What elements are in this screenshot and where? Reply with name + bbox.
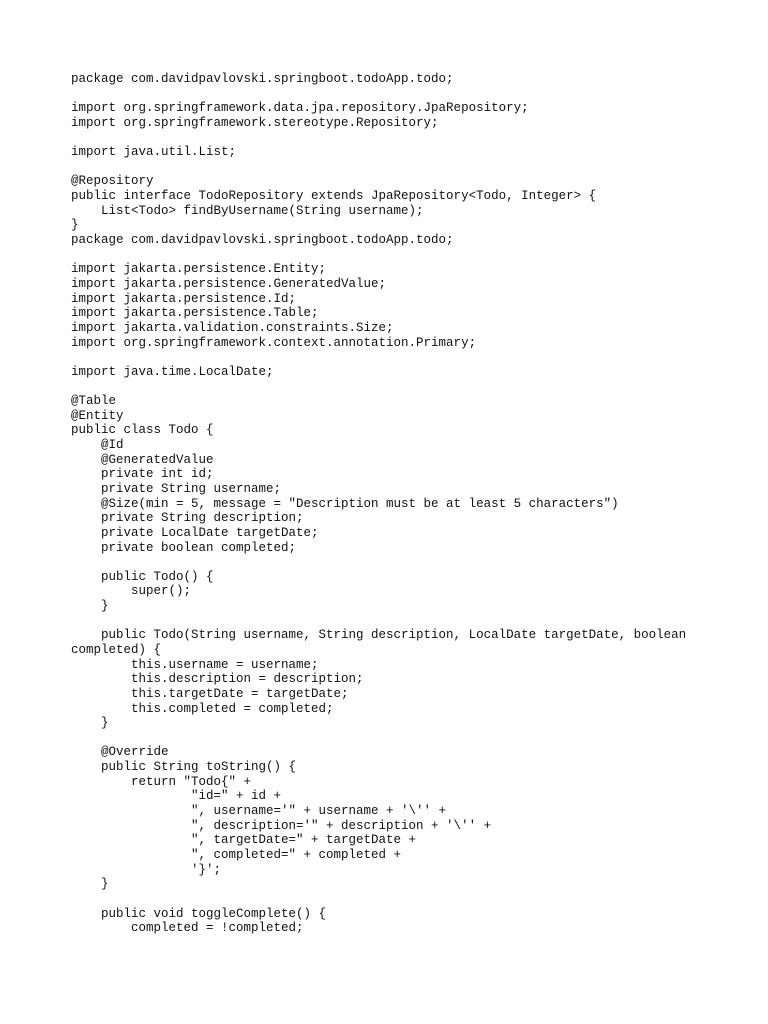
code-line: public String toString() { (71, 760, 297, 775)
code-block (71, 72, 686, 936)
code-line: private LocalDate targetDate; (71, 525, 319, 540)
code-line: List<Todo> findByUsername(String username); (71, 203, 424, 218)
code-line: this.targetDate = targetDate; (71, 686, 349, 701)
code-line (71, 555, 686, 570)
code-line: private int id; (71, 467, 214, 482)
code-line: super(); (71, 584, 192, 599)
code-line: import jakarta.persistence.Entity; (71, 262, 327, 277)
code-line: import org.springframework.data.jpa.repository.JpaRepository; (71, 101, 529, 116)
code-line: } (71, 599, 109, 614)
code-line: import java.util.List; (71, 145, 237, 160)
code-line: this.description = description; (71, 672, 364, 687)
code-line: "id=" + id + (71, 789, 282, 804)
code-line: private boolean completed; (71, 540, 297, 555)
code-line: completed) { (71, 642, 162, 657)
code-line: public void toggleComplete() { (71, 906, 327, 921)
code-line (71, 87, 686, 102)
code-line: import jakarta.validation.constraints.Size; (71, 320, 394, 335)
code-line: import jakarta.persistence.Id; (71, 291, 297, 306)
code-line: import org.springframework.context.annotation.Primary; (71, 335, 477, 350)
code-line: @GeneratedValue (71, 452, 214, 467)
code-line: package com.davidpavlovski.springboot.todoApp.todo; (71, 233, 454, 248)
code-line: @Entity (71, 408, 124, 423)
code-line: ", targetDate=" + targetDate + (71, 833, 417, 848)
code-line: ", username='" + username + '\'' + (71, 804, 447, 819)
code-line (71, 892, 686, 907)
code-line: package com.davidpavlovski.springboot.todoApp.todo; (71, 72, 454, 86)
code-line: public Todo() { (71, 569, 214, 584)
code-line: ", completed=" + completed + (71, 847, 402, 862)
code-line: ", description='" + description + '\'' + (71, 818, 492, 833)
code-line (71, 379, 686, 394)
code-line (71, 248, 686, 263)
code-line: @Override (71, 745, 169, 760)
code-line (71, 160, 686, 175)
code-line: '}'; (71, 862, 222, 877)
code-line: this.completed = completed; (71, 701, 334, 716)
code-line: completed = !completed; (71, 921, 304, 936)
code-line: } (71, 716, 109, 731)
code-line: import org.springframework.stereotype.Repository; (71, 115, 439, 130)
code-line: import java.time.LocalDate; (71, 364, 274, 379)
code-line: private String username; (71, 481, 282, 496)
code-line: return "Todo{" + (71, 774, 252, 789)
code-line (71, 131, 686, 146)
code-line: this.username = username; (71, 657, 319, 672)
code-line: @Repository (71, 174, 154, 189)
code-line: @Size(min = 5, message = "Description must be at least 5 characters") (71, 496, 619, 511)
code-line: public class Todo { (71, 423, 214, 438)
code-line: public Todo(String username, String description, LocalDate targetDate, boolean (71, 628, 687, 643)
code-line: import jakarta.persistence.Table; (71, 306, 319, 321)
code-line: private String description; (71, 511, 304, 526)
code-line: } (71, 877, 109, 892)
code-line (71, 731, 686, 746)
code-line: @Table (71, 394, 117, 409)
code-line: } (71, 218, 79, 233)
code-line (71, 350, 686, 365)
code-line: @Id (71, 438, 124, 453)
code-line (71, 614, 686, 629)
code-line: public interface TodoRepository extends JpaRepository<Todo, Integer> { (71, 189, 597, 204)
code-line: import jakarta.persistence.GeneratedValue; (71, 276, 387, 291)
